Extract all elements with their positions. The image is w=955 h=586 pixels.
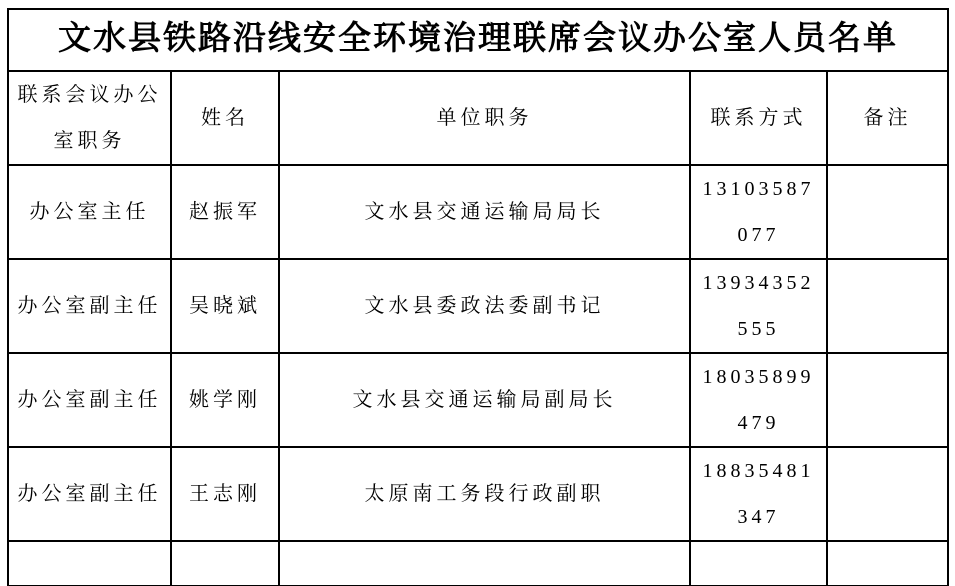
table-row-empty	[8, 541, 948, 586]
cell-position: 办公室主任	[8, 165, 171, 259]
cell-unit-title: 文水县委政法委副书记	[279, 259, 690, 353]
cell-remark	[827, 541, 948, 586]
cell-name: 王志刚	[171, 447, 279, 541]
cell-phone: 18035899479	[690, 353, 827, 447]
cell-position	[8, 541, 171, 586]
header-name: 姓名	[171, 71, 279, 165]
header-unit-title: 单位职务	[279, 71, 690, 165]
cell-remark	[827, 165, 948, 259]
cell-position: 办公室副主任	[8, 353, 171, 447]
cell-phone: 13103587077	[690, 165, 827, 259]
table-row	[8, 353, 948, 447]
cell-name: 吴晓斌	[171, 259, 279, 353]
header-position: 联系会议办公室职务	[8, 71, 171, 165]
cell-unit-title	[279, 541, 690, 586]
header-remark: 备注	[827, 71, 948, 165]
cell-phone	[690, 541, 827, 586]
cell-position: 办公室副主任	[8, 259, 171, 353]
cell-remark	[827, 353, 948, 447]
table-row	[8, 259, 948, 353]
table-row	[8, 447, 948, 541]
cell-remark	[827, 259, 948, 353]
title-row	[8, 9, 948, 71]
header-phone: 联系方式	[690, 71, 827, 165]
cell-name: 赵振军	[171, 165, 279, 259]
cell-unit-title: 文水县交通运输局局长	[279, 165, 690, 259]
cell-name: 姚学刚	[171, 353, 279, 447]
cell-unit-title: 太原南工务段行政副职	[279, 447, 690, 541]
cell-position: 办公室副主任	[8, 447, 171, 541]
header-row	[8, 71, 948, 165]
cell-phone: 18835481347	[690, 447, 827, 541]
cell-name	[171, 541, 279, 586]
table-row	[8, 165, 948, 259]
cell-unit-title: 文水县交通运输局副局长	[279, 353, 690, 447]
cell-phone: 13934352555	[690, 259, 827, 353]
cell-remark	[827, 447, 948, 541]
personnel-table	[7, 8, 949, 586]
table-title: 文水县铁路沿线安全环境治理联席会议办公室人员名单	[8, 9, 948, 71]
